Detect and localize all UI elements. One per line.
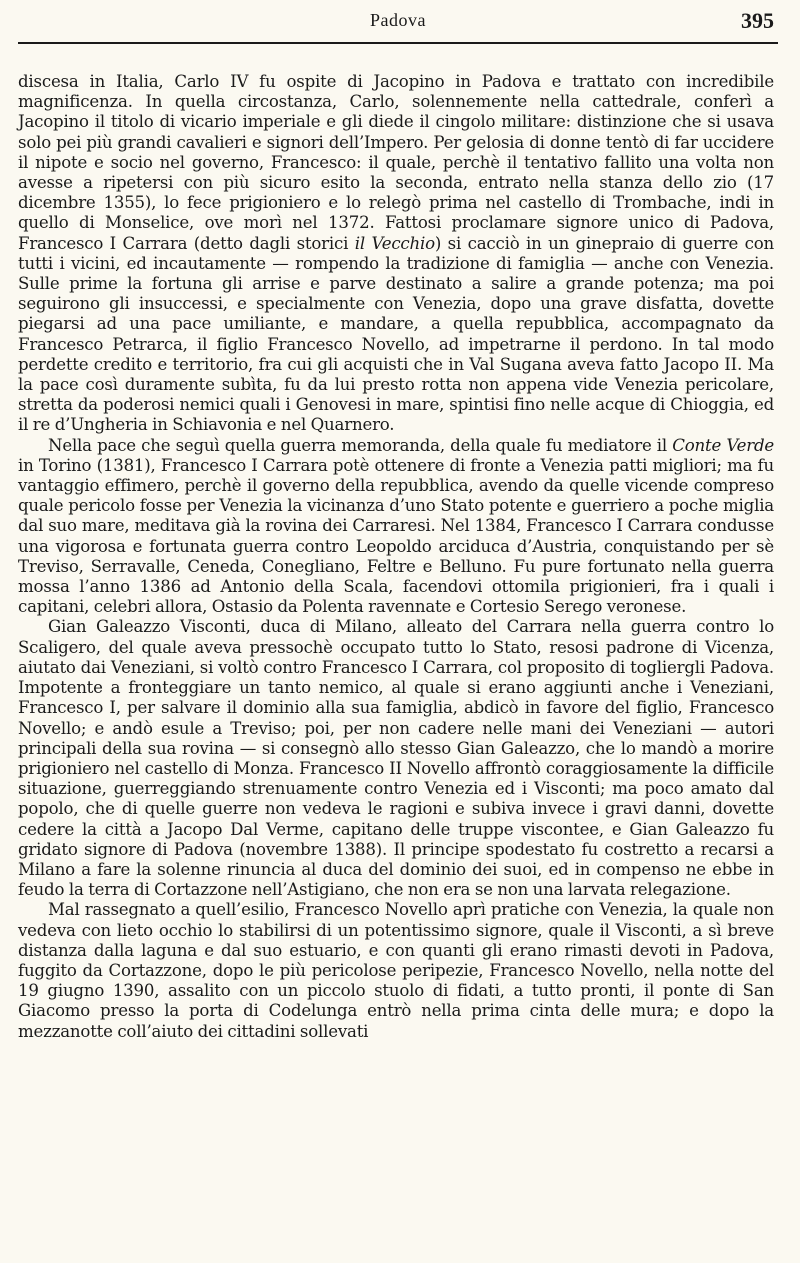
paragraph-1: [18, 72, 774, 436]
paragraph-2: [18, 436, 774, 618]
running-title: Padova: [370, 10, 426, 30]
paragraph-1-italic: il Vecchio: [354, 233, 435, 253]
paragraph-3: Gian Galeazzo Visconti, duca di Milano, alleato del Carrara nella guerra contro lo Scaligero, del quale aveva pressochè occupato tutto lo Stato, resosi padrone di Vicenza, aiutato dai Veneziani, si voltò contro Francesco I Carrara, col proposito di togliergli Padova. Impotente a fronteggiare un tanto nemico, al quale si erano aggiunti anche i Veneziani, Francesco I, per salvare il dominio alla sua famiglia, abdicò in favore del figlio, Francesco Novello; e andò esule a Treviso; poi, per non cadere nelle mani dei Veneziani — autori principali della sua rovina — si consegnò allo stesso Gian Galeazzo, che lo mandò a morire prigioniero nel castello di Monza. Francesco II Novello affrontò coraggiosamente la difficile situazione, guerreggiando strenuamente contro Venezia ed i Visconti; ma poco amato dal popolo, che di quelle guerre non vedeva le ragioni e subiva invece i gravi danni, dovette cedere la città a Jacopo Dal Verme, capitano delle truppe viscontee, e Gian Galeazzo fu gridato signore di Padova (novembre 1388). Il principe spodestato fu costretto a recarsi a Milano a fare la solenne rinuncia al duca del dominio dei suoi, ed in compenso ne ebbe in feudo la terra di Cortazzone nell’Astigiano, che non era se non una larvata relegazione.: [18, 617, 774, 900]
paragraph-1-text: discesa in Italia, Carlo IV fu ospite di Jacopino in Padova e trattato con incredibile magnificenza. In quella circostanza, Carlo, solennemente nella cattedrale, conferì a Jacopino il titolo di vicario imperiale e gli diede il cingolo militare: distinzione che si usava solo pei più grandi cavalieri e signori dell’Impero. Per gelosia di donne tentò di far uccidere il nipote e socio nel governo, Francesco: il quale, perchè il tentativo fallito una volta non avesse a ripetersi con più sicuro esito la seconda, entrato nella stanza dello zio (17 dicembre 1355), lo fece prigioniero e lo relegò prima nel castello di Trombache, indi in quello di Monselice, ove morì nel 1372. Fattosi proclamare signore unico di Padova, Francesco I Carrara (detto dagli storici: [18, 72, 774, 253]
paragraph-1-text-cont: ) si cacciò in un ginepraio di guerre con tutti i vicini, ed incautamente — rompendo la tradizione di famiglia — anche con Venezia. Sulle prime la fortuna gli arrise e parve destinato a salire a grande potenza; ma poi seguirono gli insuccessi, e specialmente con Venezia, dopo una grave disfatta, dovette piegarsi ad una pace umiliante, e mandare, a quella repubblica, accompagnato da Francesco Petrarca, il figlio Francesco Novello, ad impetrarne il perdono. In tal modo perdette credito e territorio, fra cui gli acquisti che in Val Sugana aveva fatto Jacopo II. Ma la pace così duramente subìta, fu da lui presto rotta non appena vide Venezia pericolare, stretta da poderosi nemici quali i Genovesi in mare, spintisi fino nelle acque di Chioggia, ed il re d’Ungheria in Schiavonia e nel Quarnero.: [18, 233, 774, 435]
header-rule: [18, 42, 778, 44]
paragraph-2-italic: Conte Verde: [672, 435, 775, 455]
paragraph-2-text: Nella pace che seguì quella guerra memoranda, della quale fu mediatore il: [48, 435, 673, 455]
page-number: 395: [741, 8, 774, 33]
page-header: [18, 6, 778, 36]
body-text: [18, 72, 774, 1042]
paragraph-2-text-cont: in Torino (1381), Francesco I Carrara potè ottenere di fronte a Venezia patti migliori; ma fu vantaggio effimero, perchè il governo della repubblica, avendo da quelle vicende compreso quale pericolo fosse per Venezia la vicinanza d’uno Stato potente e guerriero a poche miglia dal suo mare, meditava già la rovina dei Carraresi. Nel 1384, Francesco I Carrara condusse una vigorosa e fortunata guerra contro Leopoldo arciduca d’Austria, conquistando per sè Treviso, Serravalle, Ceneda, Conegliano, Feltre e Belluno. Fu pure fortunato nella guerra mossa l’anno 1386 ad Antonio della Scala, facendovi ottomila prigionieri, fra i quali i capitani, celebri allora, Ostasio da Polenta ravennate e Cortesio Serego veronese.: [18, 455, 774, 617]
paragraph-4: Mal rassegnato a quell’esilio, Francesco Novello aprì pratiche con Venezia, la quale non vedeva con lieto occhio lo stabilirsi di un potentissimo signore, quale il Visconti, a sì breve distanza dalla laguna e dal suo estuario, e con quanti gli erano rimasti devoti in Padova, fuggito da Cortazzone, dopo le più pericolose peripezie, Francesco Novello, nella notte del 19 giugno 1390, assalito con un piccolo stuolo di fidati, a tutto pronti, il ponte di San Giacomo presso la porta di Codelunga entrò nella prima cinta delle mura; e dopo la mezzanotte coll’aiuto dei cittadini sollevati: [18, 900, 774, 1041]
